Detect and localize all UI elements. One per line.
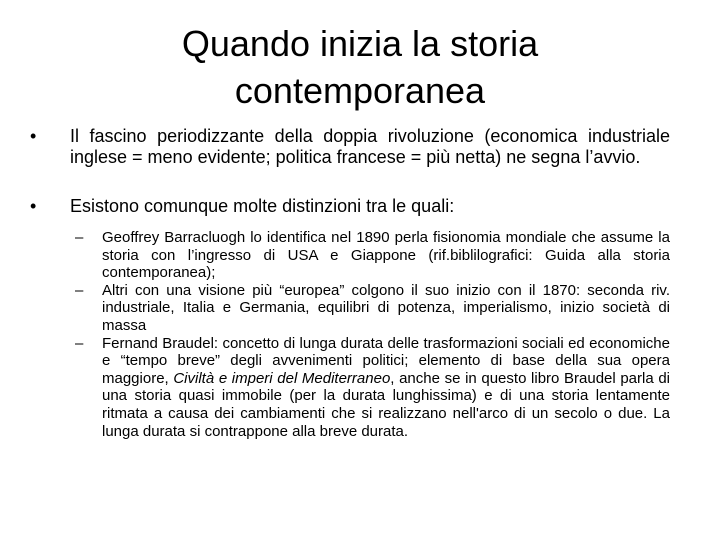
book-title: Civiltà e imperi del Mediterraneo <box>173 369 391 387</box>
sub-bullet-text: Geoffrey Barracluogh lo identifica nel 1890 perla fisionomia mondiale che assume la storia con l’ingresso di USA e Giappone (rif.biblilografici: Guida alla storia contemporanea); <box>102 229 670 282</box>
sub-bullet-item <box>70 229 670 282</box>
slide-title <box>60 20 660 114</box>
sub-bullet-text-part: Fernand Braudel: concetto di lunga durata delle trasformazioni sociali ed economiche e “tempo breve” degli avvenimenti politici; elemento di base della sua opera maggiore, <box>102 334 670 387</box>
dash-marker: – <box>75 281 84 299</box>
bullet-list <box>30 126 670 440</box>
dash-marker: – <box>75 334 84 352</box>
bullet-item <box>30 196 670 440</box>
bullet-item <box>30 126 670 168</box>
dash-marker: – <box>75 229 84 246</box>
sub-bullet-item <box>70 335 670 441</box>
bullet-marker: • <box>30 196 37 216</box>
sub-bullet-text-part: , anche se in questo libro Braudel parla di una storia quasi immobile (per la durata lunghissima) e di una storia lentamente ritmata a causa dei cambiamenti che si realizzano nell'arco di un secolo o due. La lunga durata si contrappone alla breve durata. <box>102 369 671 440</box>
bullet-text: Il fascino periodizzante della doppia rivoluzione (economica industriale inglese = meno evidente; politica francese = più netta) ne segna l’avvio. <box>70 126 670 167</box>
bullet-text: Esistono comunque molte distinzioni tra le quali: <box>70 196 455 216</box>
title-line-1: Quando inizia la storia <box>181 23 539 64</box>
sub-bullet-text: Altri con una visione più “europea” colgono il suo inizio con il 1870: seconda riv. industriale, Italia e Germania, equilibri di potenza, imperialismo, inizio società di massa <box>102 281 670 334</box>
bullet-marker: • <box>30 126 37 146</box>
title-line-2: contemporanea <box>234 70 486 111</box>
sub-bullet-item <box>70 282 670 335</box>
sub-bullet-list <box>70 229 670 440</box>
